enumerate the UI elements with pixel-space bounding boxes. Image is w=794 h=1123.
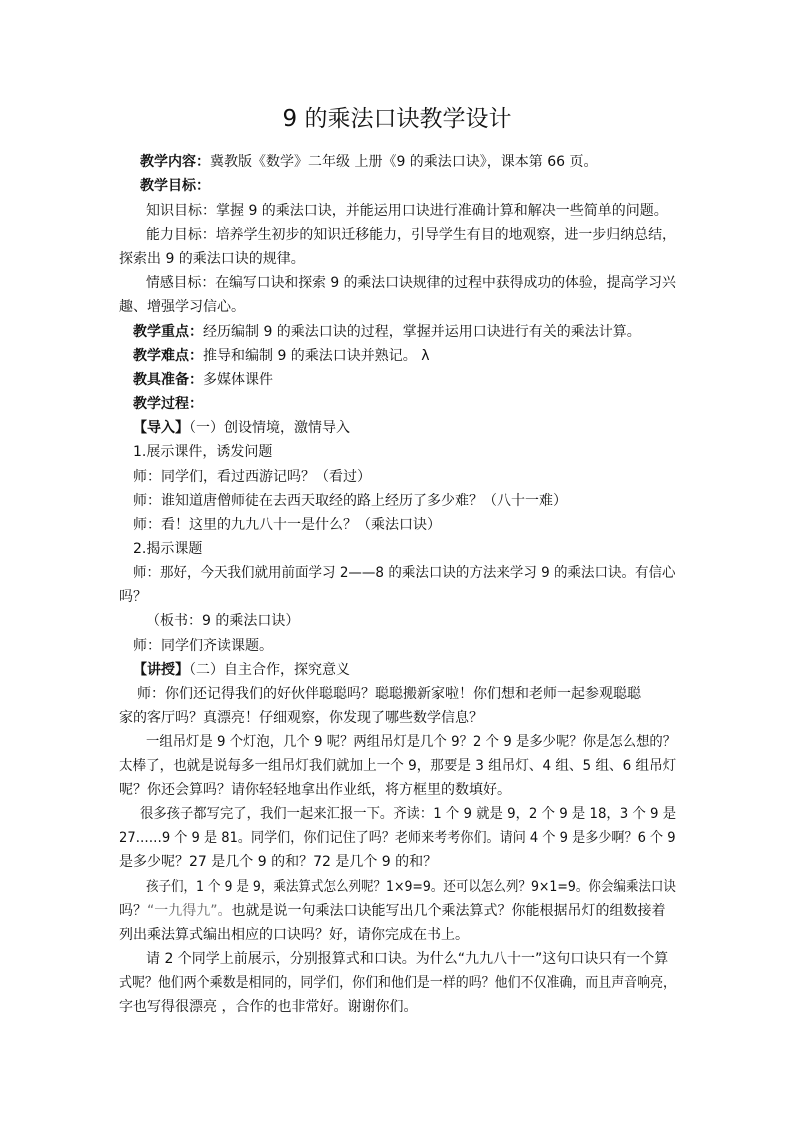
paragraph-4-line-2	[119, 899, 666, 923]
content-label: 教学内容：	[140, 154, 210, 170]
paragraph-3-line-2: 27……9 个 9 是 81。同学们，你们记住了吗？老师来考考你们。请问 4 个 9 是多少啊？6 个 9	[119, 830, 676, 846]
paragraph-4-line-1: 孩子们，1 个 9 是 9，乘法算式怎么列呢？1×9=9。还可以怎么列？9×1=9。你会编乘法口诀	[146, 879, 676, 895]
paragraph-3-line-1: 很多孩子都写完了，我们一起来汇报一下。齐读：1 个 9 就是 9，2 个 9 是 18，3 个 9 是	[140, 806, 677, 822]
paragraph-2-line-3: 呢？你还会算吗？请你轻轻地拿出作业纸，将方框里的数填好。	[119, 782, 511, 798]
difficulty-text: 推导和编制 9 的乘法口诀并熟记。 λ	[203, 348, 430, 364]
goal2-label: 能力目标：	[146, 227, 216, 243]
paragraph-1-line-2: 家的客厅吗？真漂亮！仔细观察，你发现了哪些数学信息？	[119, 710, 483, 726]
difficulty-line	[133, 344, 430, 368]
paragraph-4-question: 吗？	[119, 903, 147, 919]
process-label: 教学过程：	[133, 396, 203, 412]
goals-label: 教学目标：	[140, 178, 210, 194]
goal1-text: 掌握 9 的乘法口诀，并能运用口诀进行准确计算和解决一些简单的问题。	[216, 203, 668, 219]
intro-text: （一）创设情境，激情导入	[189, 420, 350, 436]
paragraph-5-line-3: 字也写得很漂亮 ，合作的也非常好。谢谢你们。	[119, 999, 418, 1015]
paragraph-4-line-3: 列出乘法算式编出相应的口诀吗？好，请你完成在书上。	[119, 927, 469, 943]
talk-label: 【讲授】	[133, 662, 189, 678]
key-label: 教学重点：	[133, 324, 203, 340]
goal2-text: 培养学生初步的知识迁移能力，引导学生有目的地观察，进一步归纳总结，	[215, 227, 676, 243]
paragraph-2-line-2: 太棒了，也就是说每多一组吊灯我们就加上一个 9，那要是 3 组吊灯、4 组、5 组、6 组吊灯	[119, 758, 677, 774]
step1-heading: 1.展示课件，诱发问题	[133, 444, 273, 460]
goal1-line	[146, 199, 668, 223]
prep-text: 多媒体课件	[203, 372, 273, 388]
goal3-continuation: 趣、增强学习信心。	[119, 299, 245, 315]
paragraph-5-line-1: 请 2 个同学上前展示，分别报算式和口诀。为什么“九九八十一”这句口诀只有一个算	[146, 951, 669, 967]
goal2-continuation: 探索出 9 的乘法口诀的规律。	[119, 251, 305, 267]
dialogue-2: 师：谁知道唐僧师徒在去西天取经的路上经历了多少难？（八十一难）	[133, 493, 567, 509]
goal3-label: 情感目标：	[146, 275, 216, 291]
content-line	[140, 150, 598, 174]
dialogue-1: 师：同学们，看过西游记吗？（看过）	[133, 469, 371, 485]
difficulty-label: 教学难点：	[133, 348, 203, 364]
board-writing: （板书：9 的乘法口诀）	[146, 613, 300, 629]
paragraph-3-line-3: 是多少呢？27 是几个 9 的和？72 是几个 9 的和？	[119, 854, 438, 870]
paragraph-5-line-2: 式呢？他们两个乘数是相同的，同学们，你们和他们是一样的吗？他们不仅准确，而且声音响亮，	[119, 975, 676, 991]
paragraph-2-line-1: 一组吊灯是 9 个灯泡，几个 9 呢？两组吊灯是几个 9？2 个 9 是多少呢？你是怎么想的？	[146, 734, 677, 750]
dialogue-3: 师：看！这里的九九八十一是什么？（乘法口诀）	[133, 517, 441, 533]
intro-label: 【导入】	[133, 420, 189, 436]
paragraph-4-rest: 也就是说一句乘法口诀能写出几个乘法算式？你能根据吊灯的组数接着	[231, 903, 666, 919]
prep-line	[133, 368, 273, 392]
goal2-line	[146, 223, 676, 247]
talk-heading	[133, 658, 350, 682]
paragraph-4-answer: “一九得九”。	[147, 903, 232, 919]
goal3-line	[146, 271, 676, 295]
key-text: 经历编制 9 的乘法口诀的过程，掌握并运用口诀进行有关的乘法计算。	[203, 324, 641, 340]
dialogue-4: 师：那好，今天我们就用前面学习 2——8 的乘法口诀的方法来学习 9 的乘法口诀。有信心	[133, 565, 676, 581]
content-text: 冀教版《数学》二年级 上册《9 的乘法口诀》，课本第 66 页。	[210, 154, 598, 170]
document-title: 9 的乘法口诀教学设计	[282, 106, 512, 132]
step2-heading: 2.揭示课题	[133, 541, 203, 557]
dialogue-5: 师：同学们齐读课题。	[133, 638, 273, 654]
intro-heading	[133, 416, 350, 440]
goal3-text: 在编写口诀和探索 9 的乘法口诀规律的过程中获得成功的体验，提高学习兴	[215, 275, 676, 291]
prep-label: 教具准备：	[133, 372, 203, 388]
key-line	[133, 320, 641, 344]
dialogue-4-continuation: 吗？	[119, 589, 147, 605]
paragraph-1-line-1: 师：你们还记得我们的好伙伴聪聪吗？聪聪搬新家啦！你们想和老师一起参观聪聪	[137, 686, 641, 702]
goal1-label: 知识目标：	[146, 203, 216, 219]
talk-text: （二）自主合作，探究意义	[189, 662, 350, 678]
